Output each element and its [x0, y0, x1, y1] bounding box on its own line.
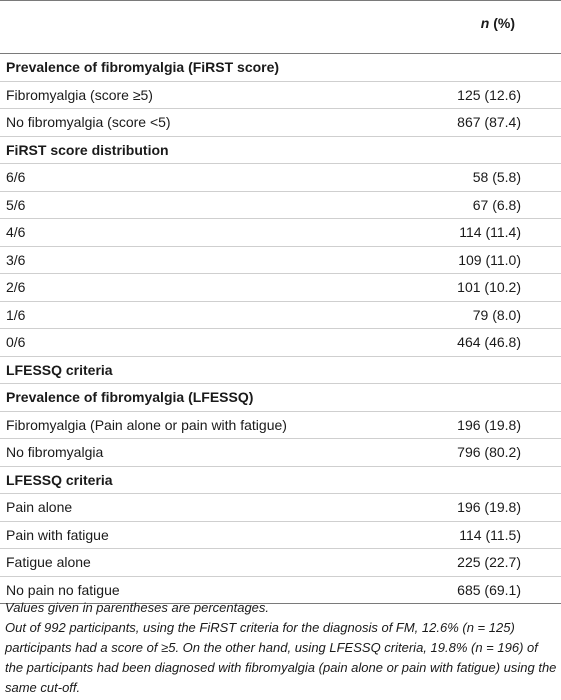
table-row [0, 494, 561, 522]
row-value: 867 (87.4) [457, 114, 521, 130]
row-value: 101 (10.2) [457, 279, 521, 295]
row-value: 79 (8.0) [472, 306, 521, 323]
column-header-pct: (%) [489, 15, 515, 31]
section-header-row [0, 384, 561, 412]
row-value: 196 (19.8) [457, 416, 521, 433]
row-label: Fatigue alone [6, 554, 91, 570]
section-header-row [0, 467, 561, 495]
footnote-2: Out of 992 participants, using the FiRST criteria for the diagnosis of FM, 12.6% (n = 125) participants had a score of ≥5. On the other hand, using LFESSQ criteria, 19.8% (n = 196) of the participants had been diagnosed with fibromyalgia (pain alone or pain with fatigue) using the same cut-off. [5, 620, 557, 695]
row-label: 3/6 [6, 251, 26, 268]
row-label: 1/6 [6, 306, 26, 323]
row-value: 464 (46.8) [457, 334, 521, 350]
table-footnotes [5, 598, 557, 698]
row-value: 114 (11.5) [459, 526, 521, 543]
section-label: Prevalence of fibromyalgia (FiRST score) [6, 59, 280, 75]
table-row [0, 247, 561, 275]
column-header-n: n [480, 15, 490, 31]
footnote-1: Values given in parentheses are percentages. [5, 600, 270, 615]
table-row [0, 192, 561, 220]
table-row [0, 219, 561, 247]
row-label: 6/6 [6, 169, 26, 185]
table-row [0, 302, 561, 330]
row-label: 4/6 [6, 224, 26, 240]
table-row [0, 549, 561, 577]
section-label: LFESSQ criteria [6, 471, 113, 488]
table-row [0, 329, 561, 357]
row-value: 196 (19.8) [457, 499, 521, 515]
section-header-row [0, 137, 561, 165]
row-value: 109 (11.0) [458, 251, 521, 268]
table-row [0, 522, 561, 550]
row-label: 0/6 [6, 334, 26, 350]
section-header-row [0, 357, 561, 385]
row-label: 2/6 [6, 279, 26, 295]
row-label: Fibromyalgia (Pain alone or pain with fatigue) [6, 416, 287, 433]
table-body [0, 54, 561, 603]
row-value: 114 (11.4) [459, 224, 521, 240]
row-label: No pain no fatigue [6, 581, 120, 598]
row-label: Fibromyalgia (score ≥5) [6, 86, 153, 103]
row-label: Pain with fatigue [6, 526, 109, 543]
row-value: 796 (80.2) [457, 444, 521, 460]
section-label: FiRST score distribution [6, 141, 169, 158]
table-header-row [0, 1, 561, 53]
table-row [0, 439, 561, 467]
table-row [0, 164, 561, 192]
row-label: No fibromyalgia (score <5) [6, 114, 171, 130]
table-row [0, 82, 561, 110]
section-label: Prevalence of fibromyalgia (LFESSQ) [6, 389, 254, 405]
table-row [0, 109, 561, 137]
section-header-row [0, 54, 561, 82]
section-label: LFESSQ criteria [6, 361, 113, 378]
row-label: Pain alone [6, 499, 73, 515]
table-row [0, 274, 561, 302]
column-header-n-percent [481, 15, 515, 31]
row-label: No fibromyalgia [6, 444, 104, 460]
row-value: 58 (5.8) [472, 169, 521, 185]
row-label: 5/6 [6, 196, 26, 213]
row-value: 225 (22.7) [457, 554, 521, 570]
row-value: 685 (69.1) [457, 581, 521, 598]
table-row [0, 412, 561, 440]
row-value: 67 (6.8) [472, 196, 521, 213]
row-value: 125 (12.6) [457, 86, 521, 103]
